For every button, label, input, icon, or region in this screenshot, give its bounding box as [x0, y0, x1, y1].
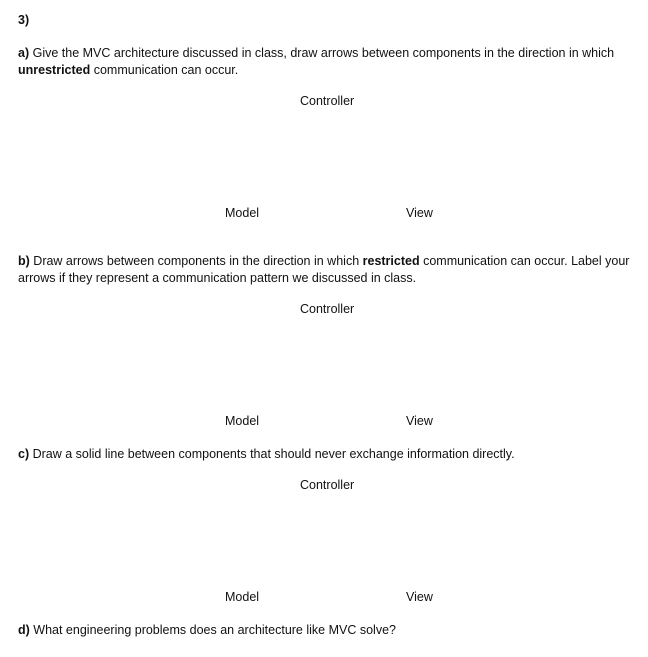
part-a-model-label: Model — [225, 206, 260, 220]
part-b-text-after: communication can occur. Label your arrows if they represent a communication pattern we discussed in class. — [18, 254, 630, 285]
part-c-model-label: Model — [225, 590, 260, 604]
part-a-question — [18, 45, 633, 78]
part-b-bold-word: restricted — [362, 254, 420, 268]
part-d-letter: d) — [18, 623, 30, 637]
part-b-letter: b) — [18, 254, 30, 268]
part-b-text-before: Draw arrows between components in the direction in which — [29, 254, 363, 268]
part-b-question — [18, 253, 633, 286]
part-b-view-label: View — [406, 414, 433, 428]
part-a-controller-label: Controller — [300, 94, 355, 108]
part-a-letter: a) — [18, 46, 30, 60]
part-a-view-label: View — [406, 206, 433, 220]
part-c-letter: c) — [18, 447, 30, 461]
part-c-view-label: View — [406, 590, 433, 604]
part-c-text: Draw a solid line between components that should never exchange information directly. — [29, 447, 515, 461]
part-c-question — [18, 446, 633, 463]
part-a-bold-word: unrestricted — [18, 62, 91, 77]
part-b-model-label: Model — [225, 414, 260, 428]
part-d-text: What engineering problems does an architecture like MVC solve? — [29, 623, 396, 637]
question-number: 3) — [18, 13, 30, 27]
part-d-question — [18, 622, 633, 639]
part-a-text-before: Give the MVC architecture discussed in class, draw arrows between components in the direction in which — [29, 46, 615, 60]
part-b-controller-label: Controller — [300, 302, 355, 316]
part-c-controller-label: Controller — [300, 478, 355, 492]
part-a-text-after: communication can occur. — [90, 62, 239, 77]
